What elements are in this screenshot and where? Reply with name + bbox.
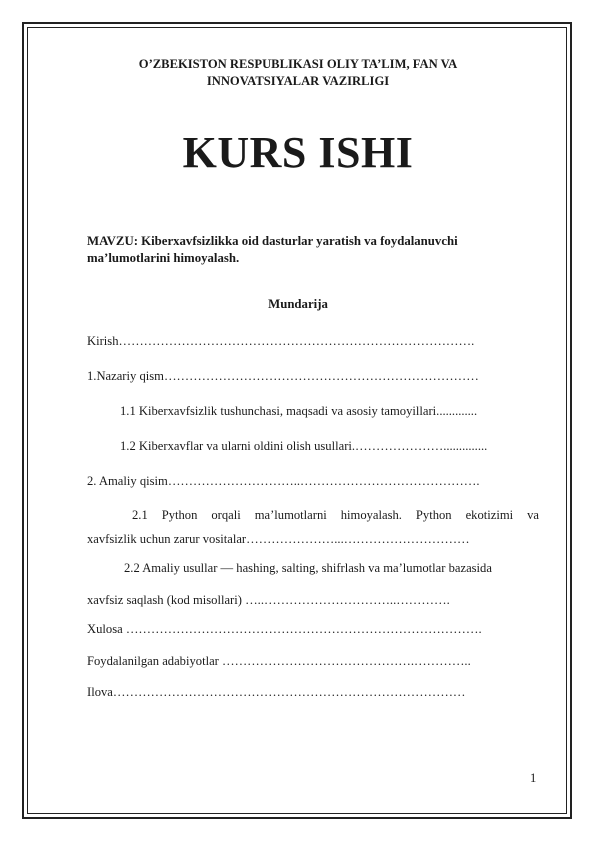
toc-item-1-1: 1.1 Kiberxavfsizlik tushunchasi, maqsadi va asosiy tamoyillari............. — [120, 404, 478, 418]
page-number: 1 — [530, 771, 537, 785]
toc-item-nazariy: 1.Nazariy qism………………………………………………………………… — [87, 369, 479, 383]
topic-line-2: ma’lumotlarini himoyalash. — [87, 251, 240, 265]
toc-item-2-1-line-1: 2.1 Python orqali ma’lumotlarni himoyalash. Python ekotizimi va — [132, 508, 539, 522]
topic-block — [87, 233, 527, 267]
toc-item-kirish: Kirish…………………………………………………………………………. — [87, 334, 475, 348]
toc-item-2-2-line-2: xavfsiz saqlash (kod misollari) …..…………………………..…………. — [87, 593, 450, 607]
toc-item-adabiyotlar: Foydalanilgan adabiyotlar ……………………………………….………….. — [87, 654, 471, 668]
document-title: KURS ISHI — [182, 128, 414, 177]
toc-item-ilova: Ilova………………………………………………………………………… — [87, 685, 466, 699]
toc-item-1-2: 1.2 Kiberxavflar va ularni oldini olish usullari.………………….............. — [120, 439, 488, 453]
toc-heading: Mundarija — [268, 297, 328, 311]
toc-item-2-1-line-2: xavfsizlik uchun zarur vositalar…………………...………………………… — [87, 532, 470, 546]
ministry-line-2: INNOVATSIYALAR VAZIRLIGI — [206, 74, 390, 88]
toc-item-xulosa: Xulosa …………………………………………………………………………. — [87, 622, 482, 636]
toc-item-2-2-line-1: 2.2 Amaliy usullar — hashing, salting, shifrlash va ma’lumotlar bazasida — [124, 561, 492, 575]
ministry-heading — [60, 56, 536, 90]
topic-line-1: MAVZU: Kiberxavfsizlikka oid dasturlar yaratish va foydalanuvchi — [87, 234, 458, 248]
ministry-line-1: O’ZBEKISTON RESPUBLIKASI OLIY TA’LIM, FAN VA — [138, 57, 458, 71]
toc-item-amaliy: 2. Amaliy qisim…………………………..……………………………………. — [87, 474, 480, 488]
